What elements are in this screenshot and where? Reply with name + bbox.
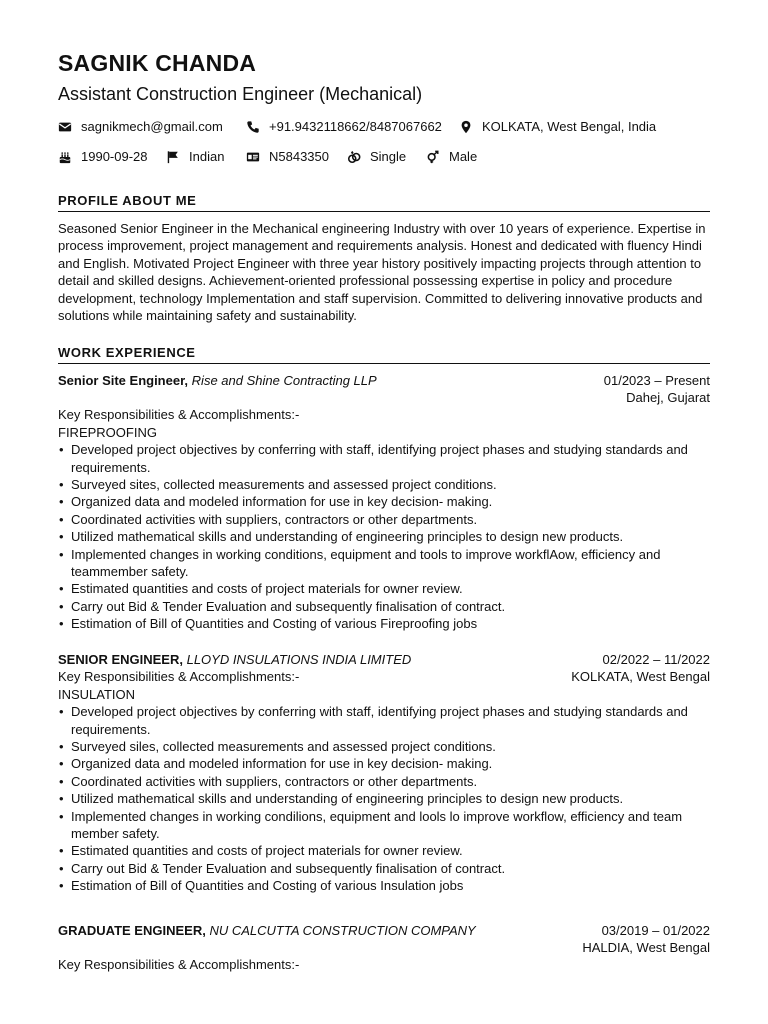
job-bullets [58, 441, 710, 632]
map-pin-icon [459, 120, 473, 134]
dob-item [58, 149, 148, 164]
job-dates: 02/2022 – 11/2022 [602, 652, 710, 667]
bullet-item: • Utilized mathematical skills and understanding of engineering principles to design new products. [58, 790, 710, 807]
job-title: GRADUATE ENGINEER, [58, 923, 206, 938]
job-title: Senior Site Engineer, [58, 373, 189, 388]
location-text: KOLKATA, West Bengal, India [482, 119, 657, 134]
job-header [58, 372, 710, 406]
job-entry [58, 651, 710, 895]
job-header [58, 922, 710, 956]
rings-icon [347, 150, 361, 164]
profile-section-title: PROFILE ABOUT ME [58, 193, 710, 212]
bullet-item: • Estimated quantities and costs of project materials for owner review. [58, 842, 710, 859]
nationality-text: Indian [189, 149, 225, 164]
bullet-item: • Coordinated activities with suppliers, contractors or other departments. [58, 511, 710, 528]
bullet-item: • Carry out Bid & Tender Evaluation and subsequently finalisation of contract. [58, 598, 710, 615]
contact-row-1 [58, 119, 710, 137]
bullet-item: • Surveyed siles, collected measurements and assessed project conditions. [58, 738, 710, 755]
envelope-icon [58, 120, 72, 134]
bullet-item: • Estimation of Bill of Quantities and Costing of various Insulation jobs [58, 877, 710, 894]
bullet-item: • Organized data and modeled information for use in key decision- making. [58, 493, 710, 510]
bullet-item: • Utilized mathematical skills and understanding of engineering principles to design new products. [58, 528, 710, 545]
job-category: INSULATION [58, 686, 136, 702]
job-location: KOLKATA, West Bengal [571, 669, 710, 685]
dob-text: 1990-09-28 [81, 149, 148, 164]
id-card-icon [246, 150, 260, 164]
work-section-title: WORK EXPERIENCE [58, 345, 710, 364]
job-dates: 03/2019 – 01/2022 [601, 923, 710, 938]
job-company: NU CALCUTTA CONSTRUCTION COMPANY [209, 923, 476, 938]
job-meta [571, 651, 710, 686]
location-item [459, 119, 656, 134]
email-text: sagnikmech@gmail.com [81, 119, 223, 134]
gender-icon [426, 150, 440, 164]
passport-item [246, 149, 329, 164]
job-company: Rise and Shine Contracting LLP [191, 373, 377, 388]
job-entry [58, 372, 710, 633]
gender-item [426, 149, 477, 164]
flag-icon [166, 150, 180, 164]
job-entry [58, 922, 710, 974]
marital-item [347, 149, 406, 164]
bullet-item: • Developed project objectives by conferring with staff, identifying project phases and studying standards and requirements. [58, 703, 710, 738]
job-intro: Key Responsibilities & Accomplishments:- [58, 957, 300, 973]
bullet-item: • Surveyed sites, collected measurements and assessed project conditions. [58, 476, 710, 493]
passport-text: N5843350 [269, 149, 329, 164]
bullet-item: • Organized data and modeled information for use in key decision- making. [58, 755, 710, 772]
bullet-item: • Estimated quantities and costs of project materials for owner review. [58, 580, 710, 597]
marital-text: Single [370, 149, 407, 164]
candidate-name: SAGNIK CHANDA [58, 50, 257, 76]
bullet-item: • Developed project objectives by conferring with staff, identifying project phases and studying standards and requirements. [58, 441, 710, 476]
candidate-role: Assistant Construction Engineer (Mechanical) [58, 84, 423, 104]
phone-icon [246, 120, 260, 134]
bullet-item: • Implemented changes in working condilions, equipment and lools lo improve workflow, efficiency and team member safety. [58, 808, 710, 843]
job-bullets [58, 703, 710, 894]
cake-icon [58, 150, 72, 164]
job-title: SENIOR ENGINEER, [58, 652, 183, 667]
job-company: LLOYD INSULATIONS INDIA LIMITED [186, 652, 412, 667]
profile-text: Seasoned Senior Engineer in the Mechanical engineering Industry with over 10 years of experience. Expertise in process improvement, project management and requirements analysis. Honest and dedicated with fluency Hindi and English. Motivated Project Engineer with three year history positively impacting projects through attention to detail and skilled designs. Achievement-oriented professional possessing expertise in policy and procedure development, technology Implementation and staff supervision. Committed to delivering innovative products and solutions while maintaining safety and sustainability. [58, 221, 706, 324]
job-intro: Key Responsibilities & Accomplishments:- [58, 407, 300, 423]
job-meta [582, 922, 710, 957]
contact-row-2 [58, 149, 710, 167]
phone-text: +91.9432118662/8487067662 [269, 119, 442, 134]
nationality-item [166, 149, 224, 164]
job-category: FIREPROOFING [58, 424, 157, 440]
bullet-item: • Estimation of Bill of Quantities and Costing of various Fireproofing jobs [58, 615, 710, 632]
job-dates: 01/2023 – Present [603, 373, 710, 388]
email-item [58, 119, 223, 134]
job-location: HALDIA, West Bengal [582, 940, 710, 956]
job-meta [604, 372, 710, 407]
phone-item [246, 119, 442, 134]
bullet-item: • Carry out Bid & Tender Evaluation and subsequently finalisation of contract. [58, 860, 710, 877]
job-intro: Key Responsibilities & Accomplishments:- [58, 669, 300, 685]
gender-text: Male [449, 149, 478, 164]
bullet-item: • Coordinated activities with suppliers, contractors or other departments. [58, 773, 710, 790]
job-location: Dahej, Gujarat [626, 390, 710, 406]
bullet-item: • Implemented changes in working conditions, equipment and tools to improve workflAow, efficiency and teammember safety. [58, 546, 710, 581]
